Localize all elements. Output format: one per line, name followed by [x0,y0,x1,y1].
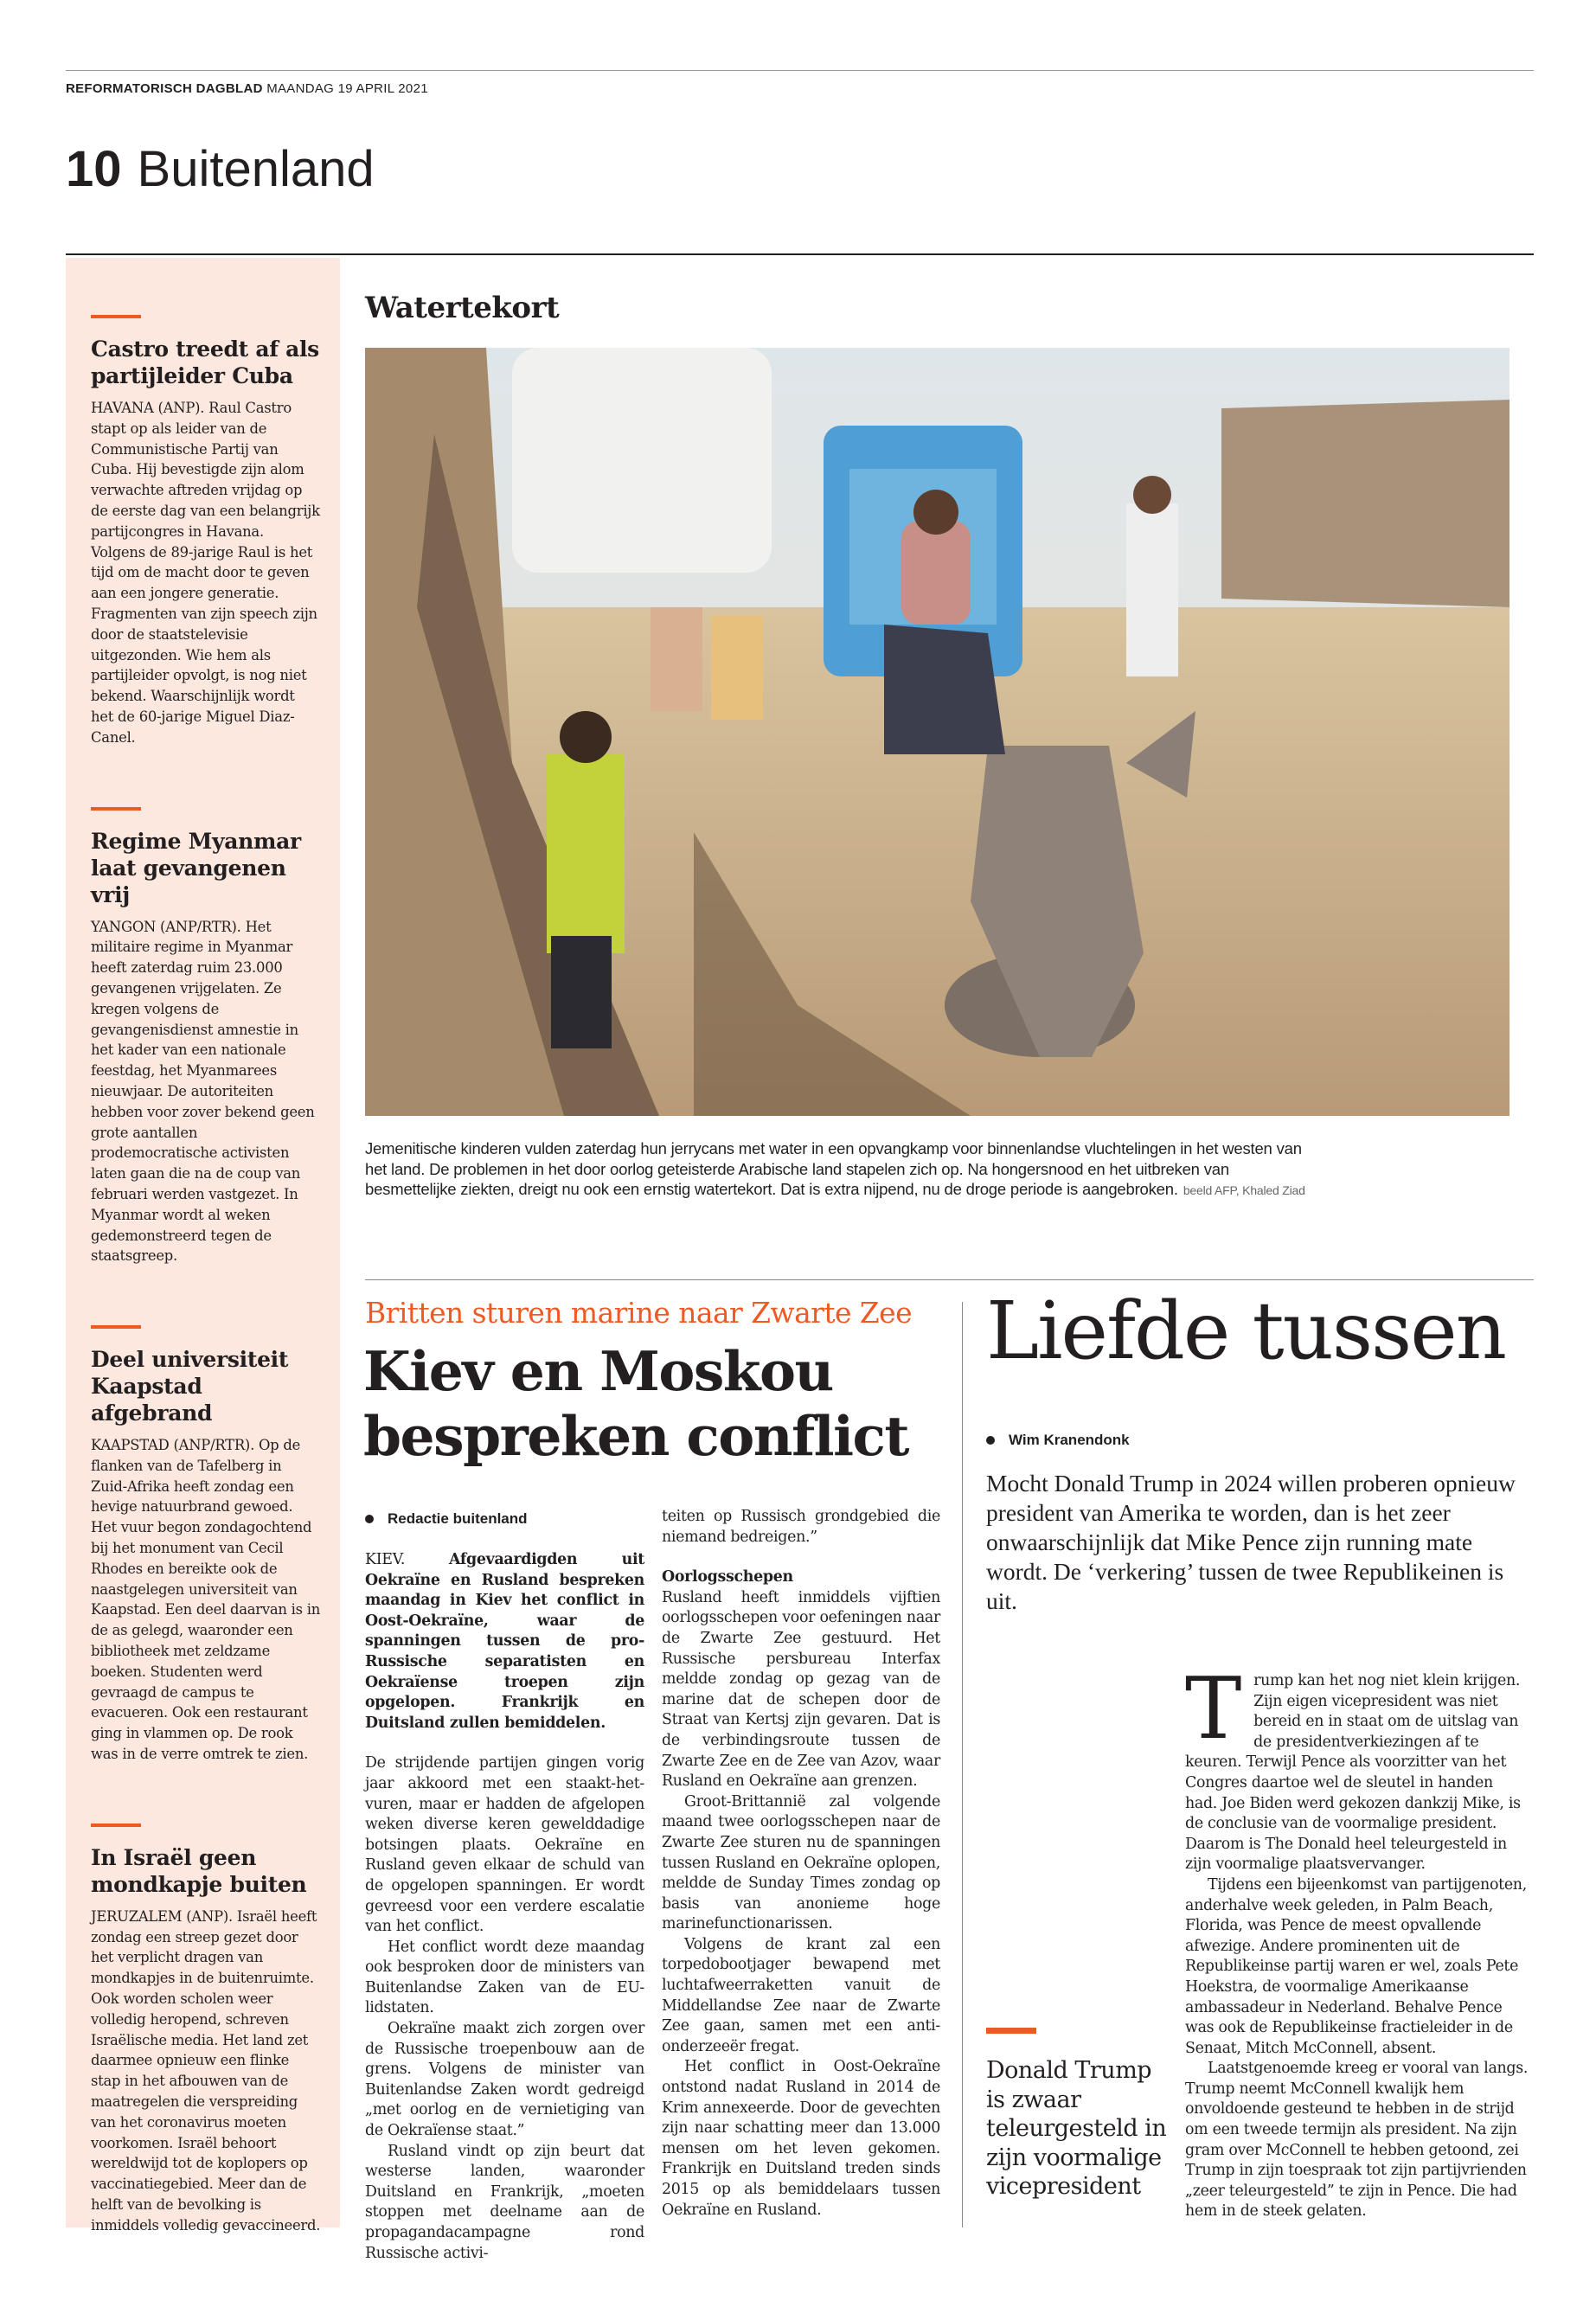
article-lead [365,1550,644,1734]
paragraph: De strijdende partijen gingen vorig jaar akkoord met een staakt-het-vuren, maar er hadden de afgelopen weken diverse keren gewelddadige botsingen plaats. Oekraïne en Rusland geven elkaar de schuld van de opgelopen spanningen. Er wordt gevreesd voor een verdere escalatie van het conflict. [365,1754,644,1936]
paragraph: Tijdens een bijeenkomst van partijgenoten, anderhalve week geleden, in Palm Beach, Florida, was Pence de meest opvallende afwezige. Andere prominenten uit de Republikeinse partij waren er wel, zoals Pete Hoekstra, de voormalige Amerikaanse ambassadeur in Nederland. Behalve Pence was ook de Republikeinse fractieleider in de Senaat, Mitch McConnell, absent. [1185,1875,1527,2057]
column-byline [986,1432,1130,1449]
brief-israel [91,1823,321,2236]
accent-bar [91,315,141,318]
brief-body: KAAPSTAD (ANP/RTR). Op de flanken van de Tafelberg in Zuid-Afrika heeft zondag een hevige natuurbrand gewoed. Het vuur begon zondagochtend bij het monument van Cecil Rhodes en bereikte ook de naastgelegen universiteit van Kaapstad. Een deel daarvan is in de as gelegd, waaronder een bibliotheek met zeldzame boeken. Studenten werd gevraagd de campus te evacueren. Ook een restaurant ging in vlammen op. De rook was in de verre omtrek te zien. [91,1437,321,1763]
paragraph: Het conflict wordt deze maandag ook besproken door de ministers van Buitenlandse Zaken van de EU-lidstaten. [365,1938,644,2017]
news-briefs-sidebar [66,258,340,2234]
brief-body: HAVANA (ANP). Raul Castro stapt op als leider van de Communistische Partij van Cuba. Hij bevestigde zijn alom verwachte aftreden vrijdag op de eerste dag van een belangrijk partijcongres in Havana. Volgens de 89-jarige Raul is het tijd om de macht door te geven aan een jongere generatie. Fragmenten van zijn speech zijn door de staatstelevisie uitgezonden. Wie hem als partijleider opvolgt, is nog niet bekend. Waarschijnlijk wordt het de 60-jarige Miguel Diaz-Canel. [91,400,320,746]
article-column-2 [662,1507,940,2221]
accent-bar [91,1823,141,1827]
paragraph: Oekraïne maakt zich zorgen over de Russische troepenbouw aan de grens. Volgens de minister van Buitenlandse Zaken wordt gedreigd „met oorlog en de vernietiging van de Oekraïense staat.” [365,2020,644,2140]
caption-text: Jemenitische kinderen vulden zaterdag hun jerrycans met water in een opvangkamp voor binnenlandse vluchtelingen in het westen van het land. De problemen in het door oorlog geteisterde Arabische land stapelen zich op. Na hongersnood en het uitbreken van besmettelijke ziekten, dreigt nu ook een ernstig watertekort. Dat is extra nijpend, nu de droge periode is aangebroken. [365,1139,1302,1198]
article-headline: Kiev en Moskou bespreken conflict [363,1339,909,1468]
section-rule [66,253,1534,255]
article-column-1 [365,1550,644,2264]
brief-body: JERUZALEM (ANP). Israël heeft zondag een streep gezet door het verplicht dragen van mondkapjes in de buitenruimte. Ook worden scholen weer volledig heropend, schreven Israëlische media. Het land zet daarmee opnieuw een flinke stap in het afbouwen van de maatregelen die verspreiding van het coronavirus moeten voorkomen. Israël behoort wereldwijd tot de koplopers op vaccinatiegebied. Meer dan de helft van de bevolking is inmiddels volledig gevaccineerd. [91,1907,321,2234]
lead-text: Afgevaardigden uit Oekraïne en Rusland bespreken maandag in Kiev het conflict in Oost-Oekraïne, waar de spanningen tussen de pro-Russische separatisten en Oekraïense troepen zijn opgelopen. Frankrijk en Duitsland zullen bemiddelen. [365,1551,644,1732]
issue-date: MAANDAG 19 APRIL 2021 [266,81,428,96]
masthead [66,81,428,96]
pull-quote-text: Donald Trump is zwaar teleurgesteld in zijn voormalige vicepresident [986,2057,1167,2200]
byline-name: Wim Kranendonk [1009,1432,1130,1448]
column-headline: Liefde tussen [986,1285,1505,1377]
paragraph: Het conflict in Oost-Oekraïne ontstond nadat Rusland in 2014 de Krim annexeerde. Door de gevechten zijn naar schatting meer dan 13.000 mensen om het leven gekomen. Frankrijk en Duitsland treden sinds 2015 op als bemiddelaars tussen Oekraïne en Rusland. [662,2058,940,2219]
byline-name: Redactie buitenland [388,1510,528,1527]
brief-title: In Israël geen mondkapje buiten [91,1844,307,1897]
brief-myanmar [91,807,321,1267]
dateline: KIEV. [365,1551,406,1568]
paragraph: teiten op Russisch grondgebied die niemand bedreigen.” [662,1508,940,1546]
brief-castro [91,315,321,748]
paragraph: Rusland vindt op zijn beurt dat westerse landen, waaronder Duitsland en Frankrijk, „moeten stoppen met deelname aan de propagandacampagne rond Russische activi- [365,2142,644,2262]
brief-title: Deel universiteit Kaapstad afgebrand [91,1347,289,1426]
column-intro: Mocht Donald Trump in 2024 willen proberen opnieuw president van Amerika te worden, dan is het zeer onwaarschijnlijk dat Mike Pence zijn running mate wordt. De ‘verkering’ tussen de twee Republikeinen is uit. [986,1470,1516,1614]
bullet-icon [986,1436,995,1445]
paragraph: Rusland heeft inmiddels vijftien oorlogsschepen voor oefeningen naar de Zwarte Zee gestuurd. Het Russische persbureau Interfax meldde zondag op gezag van de marine dat de schepen door de Straat van Kertsj zijn gevaren. Dat is de verbindingsroute tussen de Zwarte Zee en de Zee van Azov, waar Rusland en Oekraïne aan grenzen. [662,1588,940,1791]
photo-illustration [365,348,1509,1116]
section-name: Buitenland [137,141,375,197]
section-header [66,140,375,198]
drop-cap: T [1185,1660,1242,1759]
bullet-icon [365,1515,374,1523]
column-body [1185,1660,1529,2222]
brief-title: Castro treedt af als partijleider Cuba [91,336,319,388]
article-kicker: Britten sturen marine naar Zwarte Zee [365,1296,912,1330]
brief-body: YANGON (ANP/RTR). Het militaire regime in Myanmar heeft zaterdag ruim 23.000 gevangenen vrijgelaten. Ze kregen volgens de gevangenisdienst amnestie in het kader van een nationale feestdag, het Myanmarees nieuwjaar. De autoriteiten hebben voor zover bekend geen grote aantallen prodemocratische activisten laten gaan die na de coup van februari werden vastgezet. In Myanmar wordt al weken gedemonstreerd tegen de staatsgreep. [91,918,315,1265]
pull-quote [986,2028,1172,2202]
article-byline [365,1510,528,1528]
photo-caption [365,1138,1317,1202]
news-photo [365,348,1509,1116]
paragraph-text: rump kan het nog niet klein krijgen. Zijn eigen vicepresident was niet bereid en in staat om de uitslag van de presidentverkiezingen af te keuren. Terwijl Pence als voorzitter van het Congres daartoe wel de sleutel in handen had. Joe Biden werd gekozen dankzij Mike, is de conclusie van de voormalige president. Daarom is The Donald heel teleurgesteld in zijn voormalige plaatsvervanger. [1185,1672,1521,1874]
accent-bar [91,1325,141,1329]
accent-bar [986,2028,1036,2034]
paragraph: Groot-Brittannië zal volgende maand twee oorlogsschepen naar de Zwarte Zee sturen nu de spanningen tussen Rusland en Oekraïne oplopen, meldde de Sunday Times zondag op basis van anonieme hoge marinefunctionarissen. [662,1792,940,1933]
photo-credit: beeld AFP, Khaled Ziad [1183,1183,1305,1197]
accent-bar [91,807,141,811]
paper-name: REFORMATORISCH DAGBLAD [66,81,263,96]
top-rule [66,70,1534,71]
photo-feature-title: Watertekort [365,291,560,325]
paragraph [1185,1660,1529,1875]
paragraph: Laatstgenoemde kreeg er vooral van langs. Trump neemt McConnell kwalijk hem onvoldoende gesteund te hebben in de strijd om een tweede termijn als president. Na zijn gram over McConnell te hebben getoond, zei Trump in zijn toespraak tot zijn partijvrienden „zeer teleurgesteld” te zijn in Pence. Die had hem in de steek gelaten. [1185,2060,1529,2221]
paragraph: Volgens de krant zal een torpedobootjager bewapend met luchtafweerraketten vanuit de Middellandse Zee naar de Zwarte Zee gaan, samen met een anti-onderzeeër fregat. [662,1935,940,2055]
page-number: 10 [66,141,122,197]
brief-kaapstad [91,1325,321,1765]
article-subhead: Oorlogsschepen [662,1568,793,1586]
article-rule [365,1279,1534,1280]
brief-title: Regime Myanmar laat gevangenen vrij [91,828,301,907]
column-divider [962,1302,963,2227]
